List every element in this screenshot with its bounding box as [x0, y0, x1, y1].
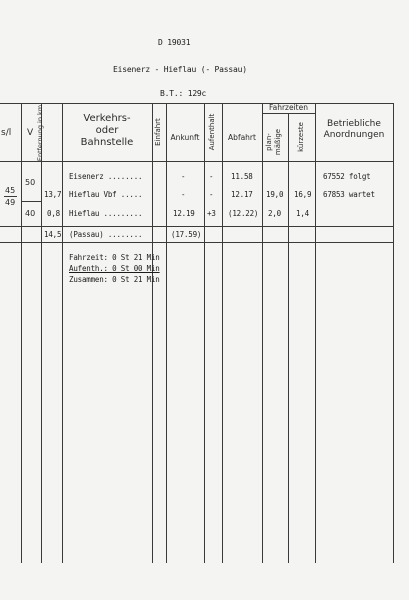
summary-stop-time: Aufenth.: 0 St 00 Min [69, 264, 160, 273]
row-1-arrival: - [181, 190, 186, 199]
header-travel-times: Fahrzeiten [268, 103, 308, 112]
speed-sl-bottom: 49 [5, 198, 16, 207]
col-sep-10 [315, 103, 316, 563]
header-operations-line2: Anordnungen [323, 130, 385, 140]
header-bottom-border [0, 161, 394, 162]
col-sep-9 [288, 113, 289, 563]
row-0-arrival: - [181, 172, 186, 181]
col-sep-2 [41, 103, 42, 563]
row-2-planned: 2,0 [268, 209, 281, 218]
header-station [62, 113, 152, 149]
total-distance: 14,5 [44, 230, 62, 239]
rows-bottom-border [0, 226, 394, 227]
row-0-stop: - [209, 172, 214, 181]
row-2-departure: (12.22) [228, 209, 259, 218]
header-planned [265, 117, 285, 167]
header-planned-line2: mäßige [274, 128, 282, 156]
route-title: Eisenerz - Hieflau (- Passau) [113, 65, 247, 74]
header-planned-line1: plan- [265, 133, 273, 151]
speed-v-divider [22, 201, 41, 202]
header-distance: Entfernung in km [36, 104, 44, 162]
row-1-distance: 13,7 [44, 190, 62, 199]
row-1-stop: - [209, 190, 214, 199]
header-entry: Einfahrt [154, 118, 162, 146]
col-sep-11 [393, 103, 394, 563]
col-sep-3 [62, 103, 63, 563]
row-2-distance: 0,8 [47, 209, 60, 218]
speed-sl-divider [4, 196, 17, 197]
header-station-line1: Verkehrs- [83, 113, 131, 124]
col-sep-1 [21, 103, 22, 563]
col-sep-8 [262, 103, 263, 563]
total-station: (Passau) ........ [69, 230, 143, 239]
row-2-shortest: 1,4 [296, 209, 309, 218]
row-1-departure: 12.17 [231, 190, 253, 199]
header-departure: Abfahrt [228, 133, 256, 142]
summary-travel-time: Fahrzeit: 0 St 21 Min [69, 253, 160, 262]
summary-total: Zusammen: 0 St 21 Min [69, 275, 160, 284]
speed-sl-top: 45 [5, 186, 16, 195]
col-sep-5 [166, 103, 167, 563]
header-operations [315, 119, 393, 141]
bt-label: B.T.: 129c [160, 89, 207, 98]
table-top-border [0, 103, 394, 104]
row-2-station: Hieflau ......... [69, 209, 143, 218]
train-number: D 19031 [158, 38, 191, 47]
total-row-bottom-border [0, 242, 394, 243]
col-sep-6 [204, 103, 205, 563]
row-1-note: 67853 wartet [323, 190, 375, 199]
header-station-line2: oder [95, 125, 119, 136]
speed-v-0: 50 [25, 178, 36, 187]
row-2-stop: +3 [207, 209, 216, 218]
col-sep-7 [222, 103, 223, 563]
speed-v-1: 40 [25, 209, 36, 218]
row-1-shortest: 16,9 [294, 190, 312, 199]
header-speed-sl: s/l [1, 128, 12, 138]
header-shortest: kürzeste [297, 122, 305, 152]
row-0-station: Eisenerz ........ [69, 172, 143, 181]
total-arrival: (17.59) [171, 230, 202, 239]
row-2-arrival: 12.19 [173, 209, 195, 218]
row-0-departure: 11.58 [231, 172, 253, 181]
header-speed-v: V [27, 128, 34, 138]
row-0-note: 67552 folgt [323, 172, 371, 181]
header-stop: Aufenthalt [208, 113, 216, 151]
row-1-station: Hieflau Vbf ..... [69, 190, 143, 199]
header-station-line3: Bahnstelle [80, 137, 134, 148]
header-arrival: Ankunft [170, 133, 200, 142]
header-operations-line1: Betriebliche [327, 119, 381, 129]
col-sep-4 [152, 103, 153, 563]
row-1-planned: 19,0 [266, 190, 284, 199]
